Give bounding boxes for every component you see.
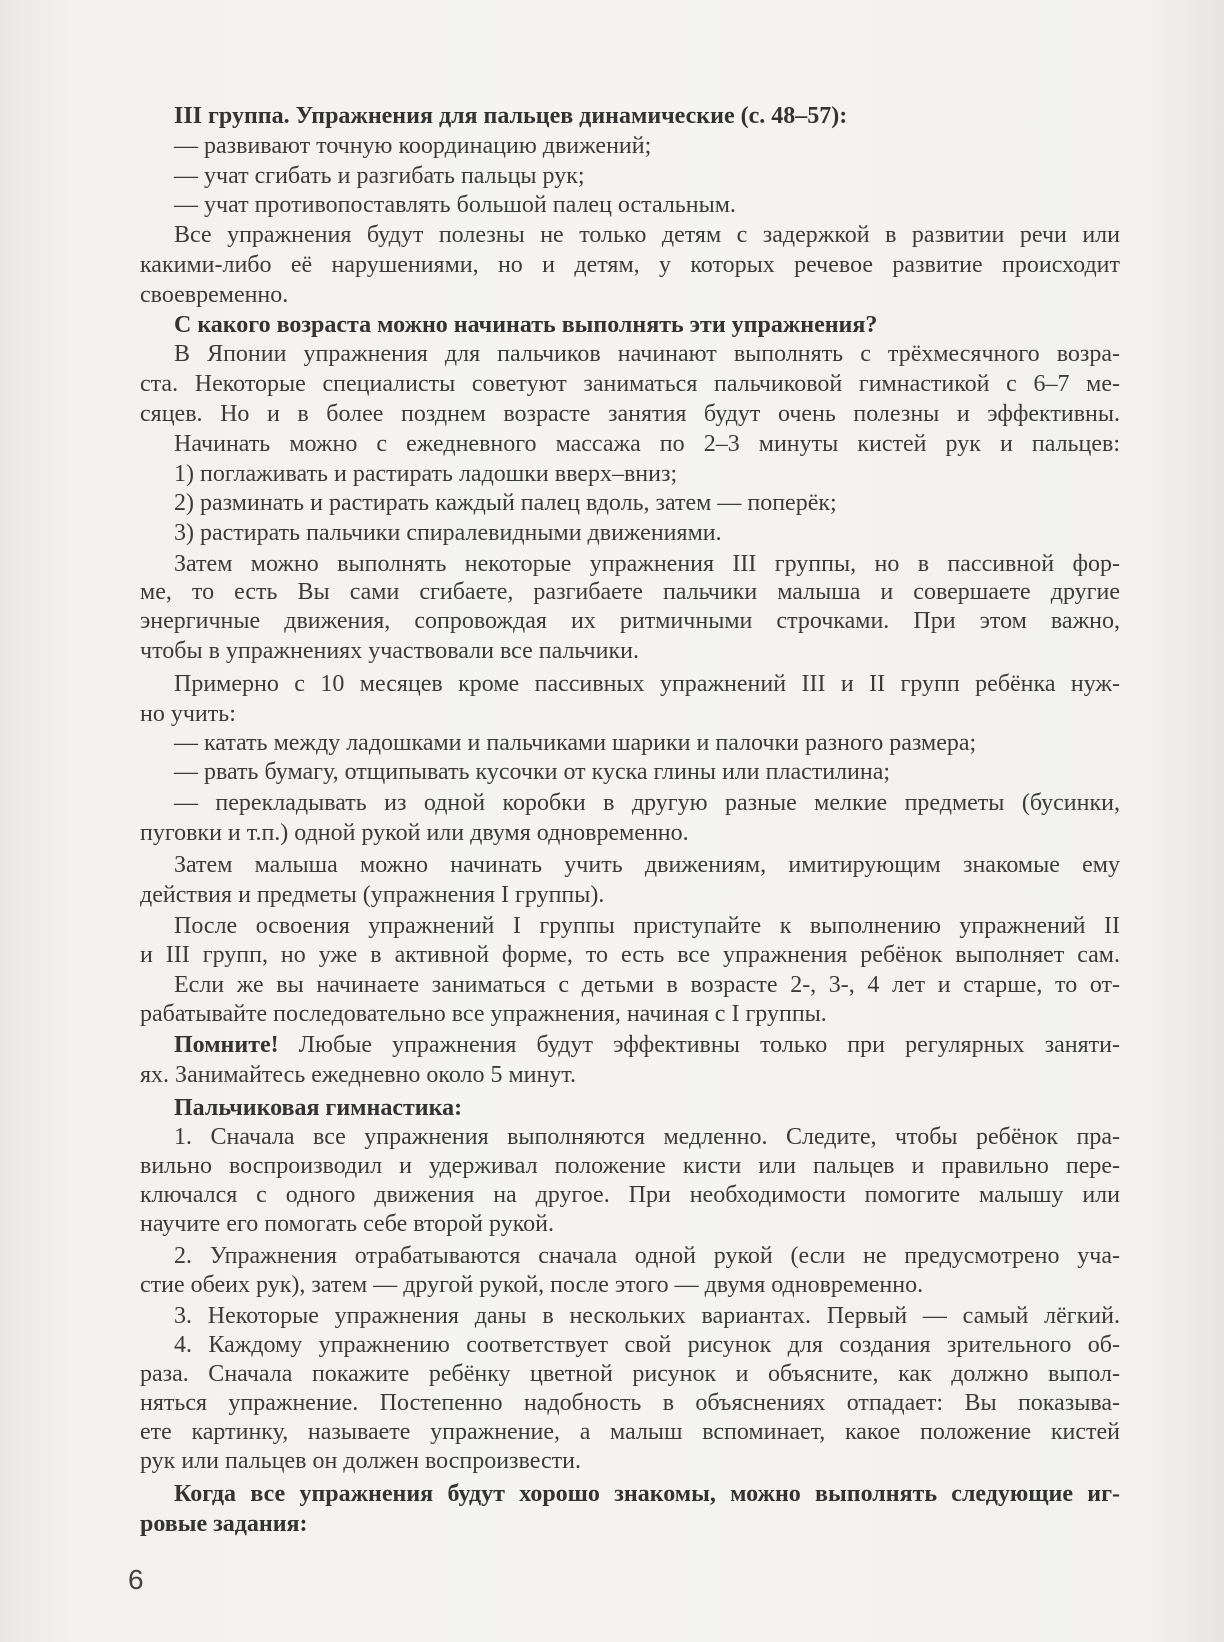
text-line: рук или пальцев он должен воспроизвести. [140, 1448, 581, 1474]
text-line: 4. Каждому упражнению соответствует свой рисунок для создания зрительного об- [174, 1332, 1120, 1358]
heading-line: Пальчиковая гимнастика: [174, 1095, 463, 1121]
text-line: действия и предметы (упражнения I группы). [140, 882, 605, 908]
text-line: своевременно. [140, 282, 289, 308]
text-line: — рвать бумагу, отщипывать кусочки от куска глины или пластилина; [174, 759, 891, 785]
text-line: раза. Сначала покажите ребёнку цветной рисунок и объясните, как должно выпол- [140, 1361, 1120, 1387]
text-line: чтобы в упражнениях участвовали все пальчики. [140, 638, 639, 664]
heading-line: С какого возраста можно начинать выполнять эти упражнения? [174, 312, 878, 338]
text-line: 2. Упражнения отрабатываются сначала одной рукой (если не предусмотрено уча- [174, 1243, 1120, 1269]
text-line: няться упражнение. Постепенно надобность в объяснениях отпадает: Вы показыва- [140, 1390, 1120, 1416]
text-line: ста. Некоторые специалисты советуют заниматься пальчиковой гимнастикой с 6–7 ме- [140, 371, 1120, 397]
text-line: Начинать можно с ежедневного массажа по 2–3 минуты кистей рук и пальцев: [174, 431, 1120, 457]
text-line: но учить: [140, 701, 236, 727]
text-line: Примерно с 10 месяцев кроме пассивных упражнений III и II групп ребёнка нуж- [174, 671, 1120, 697]
text-line: вильно воспроизводил и удерживал положение кисти или пальцев и правильно пере- [140, 1153, 1120, 1179]
text-line: Если же вы начинаете заниматься с детьми в возрасте 2-, 3-, 4 лет и старше, то от- [174, 972, 1120, 998]
text-line: — катать между ладошками и пальчиками шарики и палочки разного размера; [174, 730, 977, 756]
text-line: Все упражнения будут полезны не только детям с задержкой в развитии речи или [174, 222, 1120, 248]
text-line: ях. Занимайтесь ежедневно около 5 минут. [140, 1062, 577, 1088]
text-line: После освоения упражнений I группы приступайте к выполнению упражнений II [174, 913, 1120, 939]
text-line: 1. Сначала все упражнения выполняются медленно. Следите, чтобы ребёнок пра- [174, 1124, 1120, 1150]
text-line: какими-либо её нарушениями, но и детям, у которых речевое развитие происходит [140, 252, 1120, 278]
text-line: Затем можно выполнять некоторые упражнения III группы, но в пассивной фор- [174, 551, 1120, 577]
text-line: 1) поглаживать и растирать ладошки вверх–вниз; [174, 461, 678, 487]
text-line: В Японии упражнения для пальчиков начинают выполнять с трёхмесячного возра- [174, 341, 1120, 367]
line-text: Любые упражнения будут эффективны только при регулярных заняти- [278, 1032, 1120, 1058]
text-line: Затем малыша можно начинать учить движениям, имитирующим знакомые ему [174, 852, 1120, 878]
heading-line: Когда все упражнения будут хорошо знакомы, можно выполнять следующие иг- [174, 1481, 1120, 1507]
page-number: 6 [128, 1564, 144, 1595]
emphasis-text: Помните! [174, 1032, 279, 1058]
text-line: пуговки и т.п.) одной рукой или двумя одновременно. [140, 820, 689, 846]
text-line: — развивают точную координацию движений; [174, 133, 652, 159]
text-line: — учат сгибать и разгибать пальцы рук; [174, 163, 585, 189]
heading-line: III группа. Упражнения для пальцев динамические (с. 48–57): [174, 103, 848, 129]
text-line: стие обеих рук), затем — другой рукой, после этого — двумя одновременно. [140, 1272, 924, 1298]
text-line: ме, то есть Вы сами сгибаете, разгибаете пальчики малыша и совершаете другие [140, 579, 1120, 605]
text-line [174, 1030, 1120, 1060]
text-line: ключался с одного движения на другое. При необходимости помогите малышу или [140, 1182, 1120, 1208]
text-line: — учат противопоставлять большой палец остальным. [174, 192, 736, 218]
text-line: ете картинку, называете упражнение, а малыш вспоминает, какое положение кистей [140, 1419, 1120, 1445]
heading-line: ровые задания: [140, 1511, 308, 1537]
text-line: и III групп, но уже в активной форме, то есть все упражнения ребёнок выполняет сам. [140, 942, 1120, 968]
text-line: сяцев. Но и в более позднем возрасте занятия будут очень полезны и эффективны. [140, 401, 1120, 427]
text-line: научите его помогать себе второй рукой. [140, 1211, 554, 1237]
text-line: рабатывайте последовательно все упражнения, начиная с I группы. [140, 1001, 827, 1027]
text-line: 3. Некоторые упражнения даны в нескольких вариантах. Первый — самый лёгкий. [174, 1303, 1120, 1329]
text-line: — перекладывать из одной коробки в другую разные мелкие предметы (бусинки, [174, 790, 1120, 816]
text-line: энергичные движения, сопровождая их ритмичными строчками. При этом важно, [140, 608, 1120, 634]
text-line: 2) разминать и растирать каждый палец вдоль, затем — поперёк; [174, 490, 837, 516]
text-line: 3) растирать пальчики спиралевидными движениями. [174, 520, 722, 546]
